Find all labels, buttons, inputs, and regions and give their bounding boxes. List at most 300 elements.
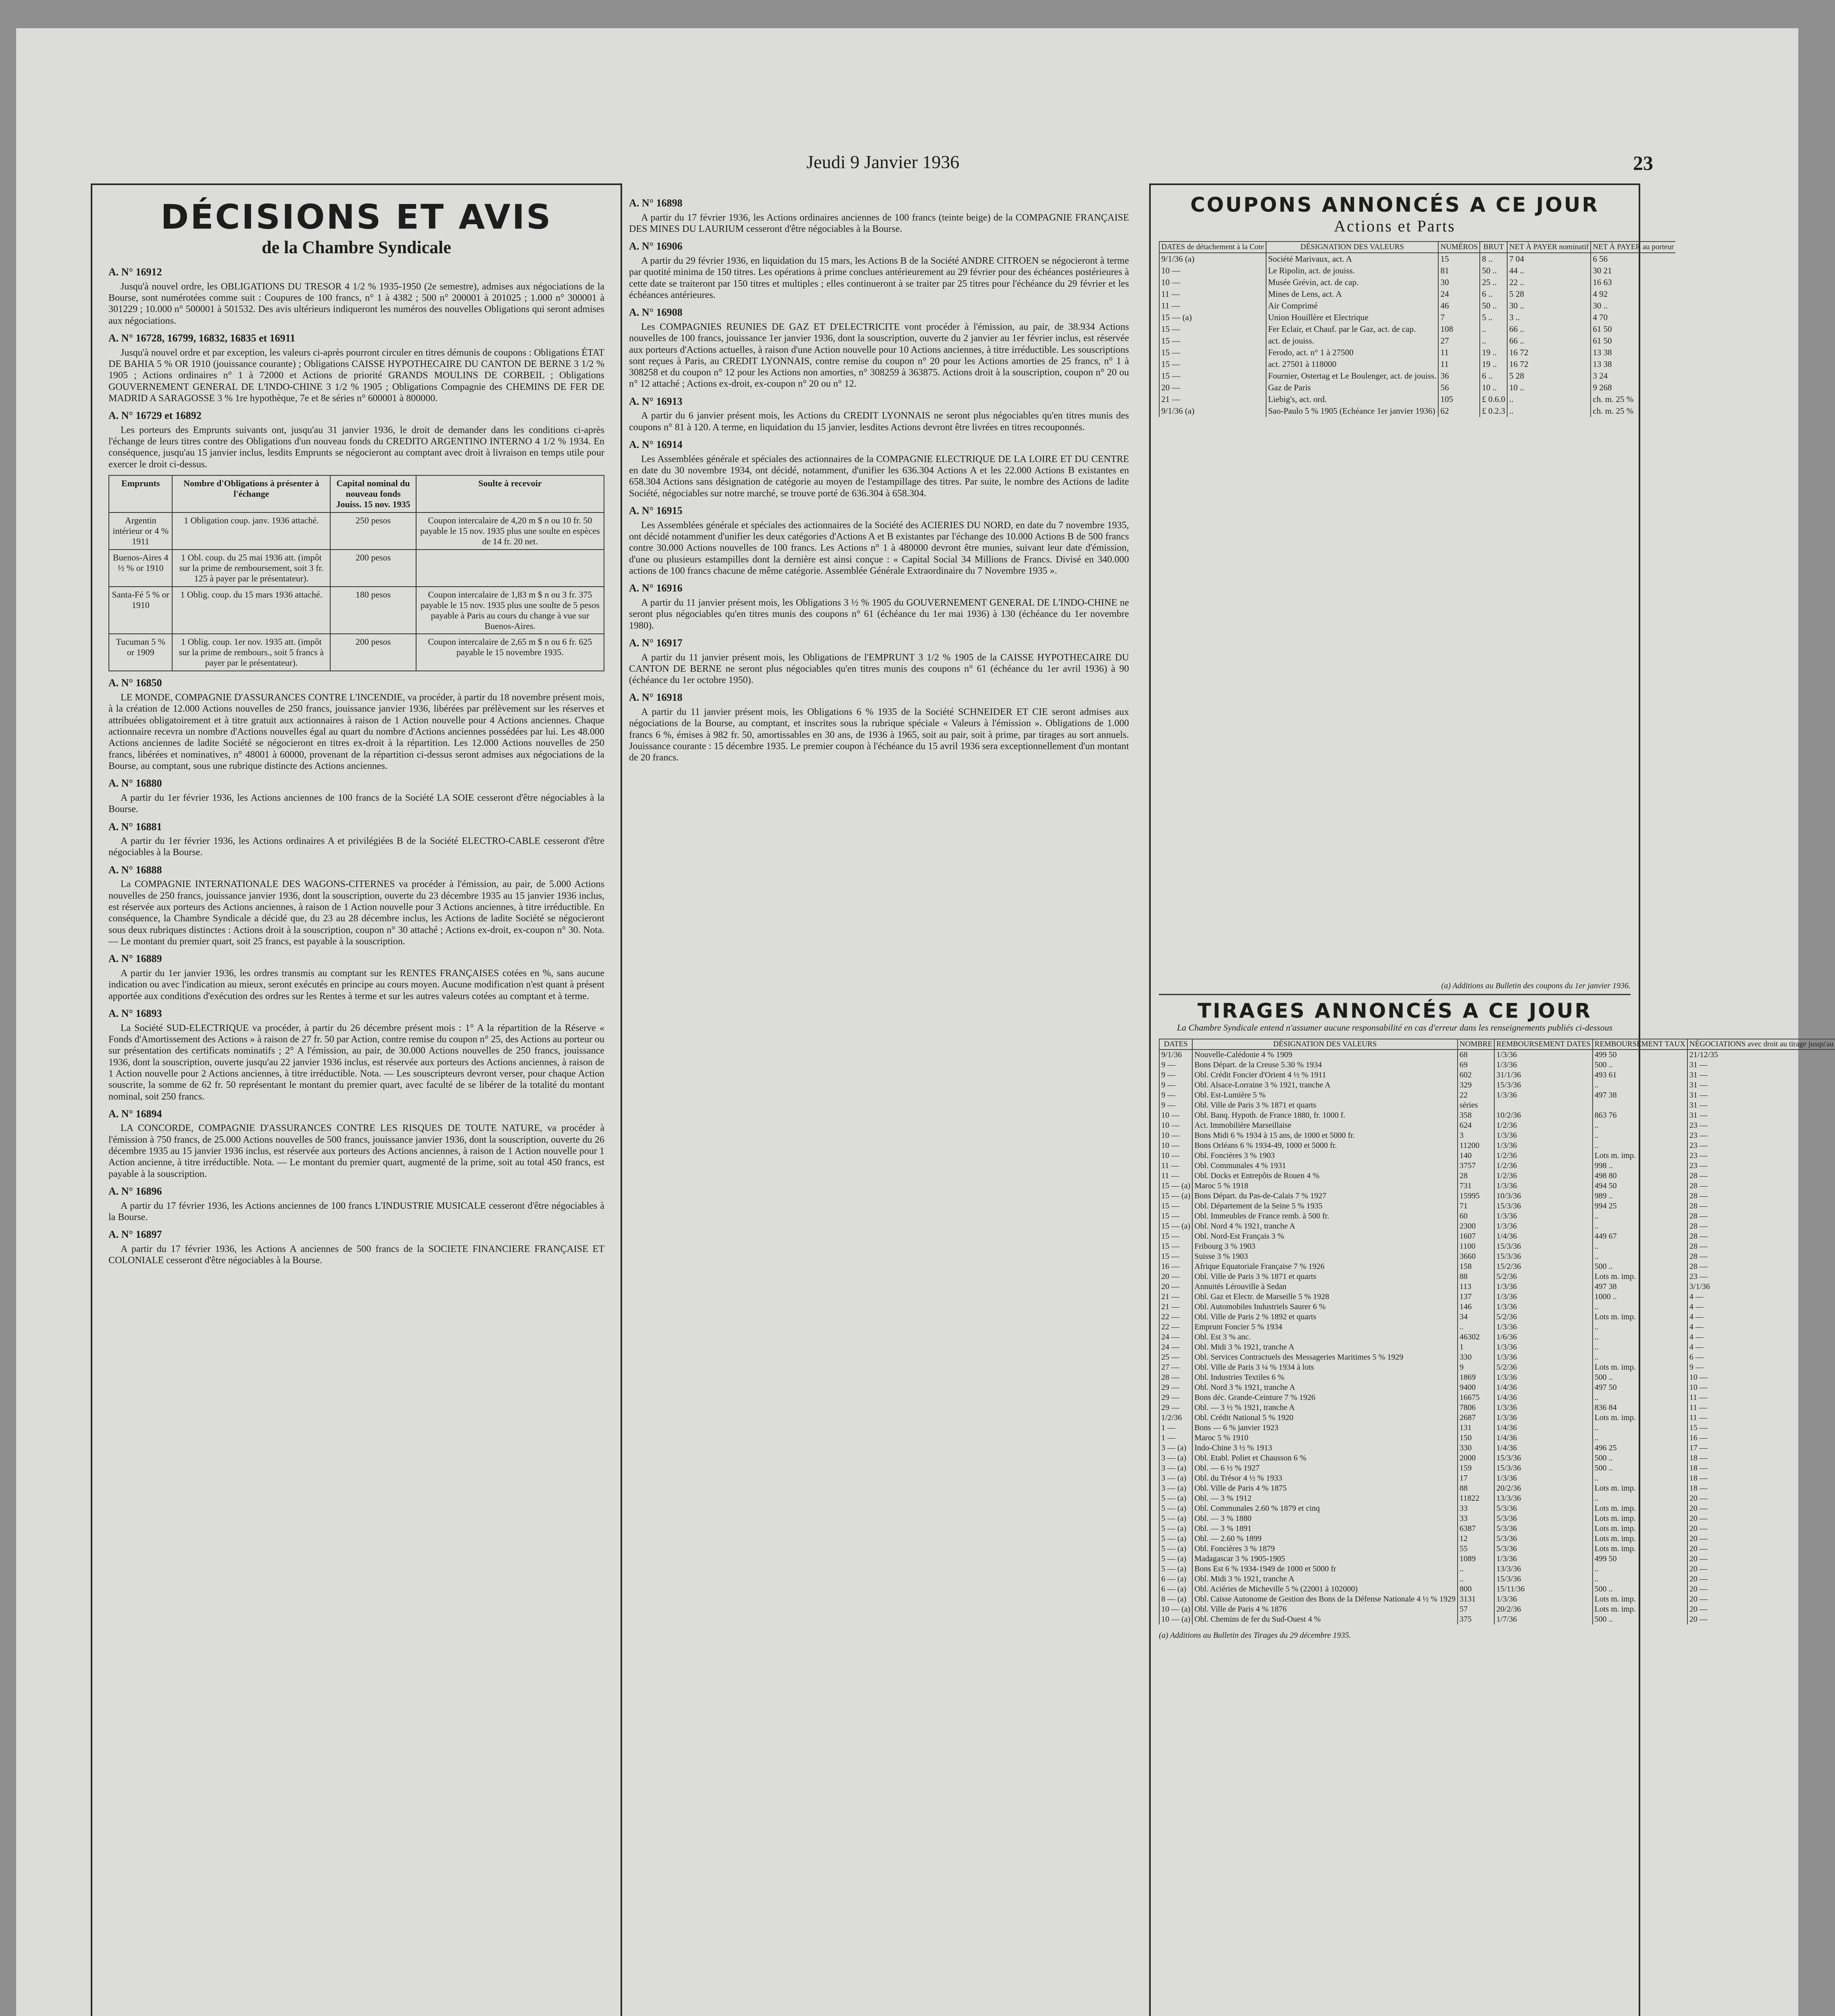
table-cell: Argentin intérieur or 4 % 1911 xyxy=(109,512,172,550)
table-cell: 15 — xyxy=(1159,1241,1192,1252)
table-cell: 358 xyxy=(1458,1110,1494,1120)
table-cell: 28 xyxy=(1458,1171,1494,1181)
table-cell: 1/2/36 xyxy=(1494,1151,1592,1161)
tirage-row xyxy=(1159,1614,1835,1624)
table-cell: 15 — xyxy=(1159,370,1266,382)
table-cell: 800 xyxy=(1458,1584,1494,1594)
table-cell: 494 50 xyxy=(1593,1181,1687,1191)
table-cell: Fournier, Ostertag et Le Boulenger, act. de jouiss. xyxy=(1266,370,1439,382)
coupon-row xyxy=(1159,265,1675,277)
table-cell: 11 — xyxy=(1159,1161,1192,1171)
table-cell: 4 70 xyxy=(1591,312,1675,323)
table-cell: 500 .. xyxy=(1593,1453,1687,1463)
table-cell: 2000 xyxy=(1458,1453,1494,1463)
tirage-row xyxy=(1159,1070,1835,1080)
table-cell: 1/3/36 xyxy=(1494,1372,1592,1383)
table-cell: Obl. Ville de Paris 3 % 1871 et quarts xyxy=(1192,1272,1458,1282)
tirage-row xyxy=(1159,1292,1835,1302)
table-cell: 20 — xyxy=(1687,1493,1835,1504)
table-cell: Lots m. imp. xyxy=(1593,1534,1687,1544)
table-cell: 250 pesos xyxy=(330,512,416,550)
table-cell: 15 — (a) xyxy=(1159,1221,1192,1231)
table-cell: 30 .. xyxy=(1507,300,1591,312)
table-cell: 499 50 xyxy=(1593,1554,1687,1564)
table-cell: 30 xyxy=(1438,277,1480,288)
table-cell: 5/3/36 xyxy=(1494,1534,1592,1544)
table-cell: Bons Départ. de la Creuse 5.30 % 1934 xyxy=(1192,1060,1458,1070)
table-cell: .. xyxy=(1593,1302,1687,1312)
table-cell: 9/1/36 xyxy=(1159,1050,1192,1060)
table-cell: 13/3/36 xyxy=(1494,1493,1592,1504)
table-cell: 20/2/36 xyxy=(1494,1483,1592,1493)
tirage-row xyxy=(1159,1433,1835,1443)
table-cell: Lots m. imp. xyxy=(1593,1544,1687,1554)
table-cell: 11 — xyxy=(1159,300,1266,312)
tirage-row xyxy=(1159,1201,1835,1211)
table-cell: Sao-Paulo 5 % 1905 (Echéance 1er janvier 1936) xyxy=(1266,405,1439,417)
column-header: DÉSIGNATION DES VALEURS xyxy=(1192,1039,1458,1050)
table-cell: 1/3/36 xyxy=(1494,1282,1592,1292)
table-cell: 10 — xyxy=(1159,1131,1192,1141)
table-cell: Le Ripolin, act. de jouiss. xyxy=(1266,265,1439,277)
table-cell: 28 — xyxy=(1159,1372,1192,1383)
table-cell: 6387 xyxy=(1458,1524,1494,1534)
table-cell: Indo-Chine 3 ½ % 1913 xyxy=(1192,1443,1458,1453)
table-cell: 15 — (a) xyxy=(1159,312,1266,323)
coupon-row xyxy=(1159,394,1675,405)
table-cell: Tucuman 5 % or 1909 xyxy=(109,634,172,671)
table-cell: 998 .. xyxy=(1593,1161,1687,1171)
table-cell: 1/4/36 xyxy=(1494,1383,1592,1393)
table-cell: .. xyxy=(1507,405,1591,417)
table-cell: 449 67 xyxy=(1593,1231,1687,1241)
table-cell: 23 — xyxy=(1687,1131,1835,1141)
table-cell: Obl. Est-Lumière 5 % xyxy=(1192,1090,1458,1100)
table-cell: 46302 xyxy=(1458,1332,1494,1342)
table-cell: 4 — xyxy=(1687,1312,1835,1322)
table-cell: .. xyxy=(1593,1493,1687,1504)
table-cell: 29 — xyxy=(1159,1393,1192,1403)
table-cell: 28 — xyxy=(1687,1252,1835,1262)
table-cell: 28 — xyxy=(1687,1231,1835,1241)
table-cell: 10 — xyxy=(1159,1110,1192,1120)
table-cell: 88 xyxy=(1458,1483,1494,1493)
table-cell: 4 92 xyxy=(1591,288,1675,300)
column-header: DÉSIGNATION DES VALEURS xyxy=(1266,242,1439,253)
notice-ref: A. N° 16898 xyxy=(629,197,683,209)
table-cell: 68 xyxy=(1458,1050,1494,1060)
table-cell: Obl. Ville de Paris 3 % 1871 et quarts xyxy=(1192,1100,1458,1110)
coupon-row xyxy=(1159,312,1675,323)
table-cell: 34 xyxy=(1458,1312,1494,1322)
table-cell: 1/3/36 xyxy=(1494,1141,1592,1151)
notice-ref: A. N° 16912 xyxy=(108,266,162,278)
table-cell: 22 — xyxy=(1159,1312,1192,1322)
table-cell: 1089 xyxy=(1458,1554,1494,1564)
table-cell: Obl. Foncières 3 % 1903 xyxy=(1192,1151,1458,1161)
table-cell: 16 — xyxy=(1687,1433,1835,1443)
coupon-row xyxy=(1159,300,1675,312)
table-cell: Lots m. imp. xyxy=(1593,1524,1687,1534)
table-cell: 24 — xyxy=(1159,1332,1192,1342)
table-cell: 4 — xyxy=(1687,1322,1835,1332)
table-cell: 15/3/36 xyxy=(1494,1201,1592,1211)
tirage-row xyxy=(1159,1141,1835,1151)
table-cell: 56 xyxy=(1438,382,1480,394)
tirage-row xyxy=(1159,1544,1835,1554)
table-cell: Obl. Ville de Paris 2 % 1892 et quarts xyxy=(1192,1312,1458,1322)
table-cell: 15/3/36 xyxy=(1494,1453,1592,1463)
tirage-row xyxy=(1159,1413,1835,1423)
table-cell: 9 xyxy=(1458,1362,1494,1372)
table-cell: Afrique Equatoriale Française 7 % 1926 xyxy=(1192,1262,1458,1272)
notice-text: A partir du 29 février 1936, en liquidation du 15 mars, les Actions B de la Société ANDRE CITROEN se négocieront à terme par quotité minima de 150 titres. Les opérations à prime conclues antérieurement au 29 février pour des échéances postérieures à cette date se traiteront par 150 titres et multiples ; elles continueront à se traiter par 25 titres pour l'échéance du 29 février et les échéances antérieures. xyxy=(629,255,1129,300)
notice-ref: A. N° 16914 xyxy=(629,439,683,451)
table-cell: 180 pesos xyxy=(330,587,416,634)
table-cell: Lots m. imp. xyxy=(1593,1504,1687,1514)
table-cell: séries xyxy=(1458,1100,1494,1110)
table-cell: .. xyxy=(1593,1131,1687,1141)
table-cell: .. xyxy=(1593,1433,1687,1443)
table-cell: 10 .. xyxy=(1507,382,1591,394)
table-cell: Bons Départ. du Pas-de-Calais 7 % 1927 xyxy=(1192,1191,1458,1201)
table-cell: 496 25 xyxy=(1593,1443,1687,1453)
table-cell: 60 xyxy=(1458,1211,1494,1221)
coupons-subtitle: Actions et Parts xyxy=(1334,217,1456,235)
coupon-row xyxy=(1159,358,1675,370)
table-cell: 28 — xyxy=(1687,1262,1835,1272)
tirage-row xyxy=(1159,1241,1835,1252)
table-cell: 3 — (a) xyxy=(1159,1453,1192,1463)
table-cell: 10 — xyxy=(1159,277,1266,288)
notice-ref: A. N° 16729 et 16892 xyxy=(108,410,202,422)
table-cell: Obl. Services Contractuels des Messageries Maritimes 5 % 1929 xyxy=(1192,1352,1458,1362)
table-cell: 16 72 xyxy=(1507,358,1591,370)
notice-text: Les Assemblées générale et spéciales des actionnaires de la Société des ACIERIES DU NORD, en date du 7 novembre 1935, ont décidé notamment d'unifier les deux catégories d'Actions A et B existantes par l'échange des 10.000 Actions B de 500 francs contre 30.000 Actions nouvelles de 100 francs. Les Actions n° 1 à 480000 devront être munies, suivant leur date d'émission, d'une ou plusieurs estampilles dont la dernière est ainsi conçue : « Capital Social 34 Millions de Francs. Divisé en 340.000 actions de 100 francs chacune de même catégorie. Assemblée Générale Extraordinaire du 7 Novembre 1935 ». xyxy=(629,520,1129,576)
table-cell: 5 — (a) xyxy=(1159,1564,1192,1574)
table-cell: 31/1/36 xyxy=(1494,1070,1592,1080)
table-cell: 15/3/36 xyxy=(1494,1574,1592,1584)
tirage-row xyxy=(1159,1322,1835,1332)
table-cell: 15/3/36 xyxy=(1494,1241,1592,1252)
tirage-row xyxy=(1159,1564,1835,1574)
tirage-row xyxy=(1159,1191,1835,1201)
notice-ref: A. N° 16880 xyxy=(108,777,162,789)
table-cell: 20 — xyxy=(1687,1514,1835,1524)
coupons-footnote: (a) Additions au Bulletin des coupons du 1er janvier 1936. xyxy=(1441,981,1631,990)
table-cell: 29 — xyxy=(1159,1403,1192,1413)
table-cell: 5 — (a) xyxy=(1159,1554,1192,1564)
table-cell: 15995 xyxy=(1458,1191,1494,1201)
table-cell: 1000 .. xyxy=(1593,1292,1687,1302)
tirage-row xyxy=(1159,1403,1835,1413)
exchange-row xyxy=(109,634,604,671)
column-header: Emprunts xyxy=(109,475,172,512)
tirage-row xyxy=(1159,1393,1835,1403)
coupon-row xyxy=(1159,288,1675,300)
table-cell: 497 38 xyxy=(1593,1090,1687,1100)
table-cell: 13 38 xyxy=(1591,347,1675,358)
table-cell: Coupon intercalaire de 4,20 m $ n ou 10 fr. 50 payable le 15 nov. 1935 plus une soulte en espèces de 14 fr. 20 net. xyxy=(416,512,604,550)
tirage-row xyxy=(1159,1383,1835,1393)
table-cell: 15 — (a) xyxy=(1159,1181,1192,1191)
notice-ref: A. N° 16728, 16799, 16832, 16835 et 16911 xyxy=(108,332,296,344)
table-cell: 27 xyxy=(1438,335,1480,347)
table-cell: 21 — xyxy=(1159,394,1266,405)
table-cell: 1/3/36 xyxy=(1494,1413,1592,1423)
table-cell: ch. m. 25 % xyxy=(1591,405,1675,417)
tirage-row xyxy=(1159,1252,1835,1262)
table-cell: Obl. Etabl. Poliet et Chausson 6 % xyxy=(1192,1453,1458,1463)
table-cell: 500 .. xyxy=(1593,1463,1687,1473)
table-cell: 33 xyxy=(1458,1504,1494,1514)
table-cell: Obl. Chemins de fer du Sud-Ouest 4 % xyxy=(1192,1614,1458,1624)
tirage-row xyxy=(1159,1352,1835,1362)
notice-ref: A. N° 16889 xyxy=(108,953,162,965)
tirage-row xyxy=(1159,1181,1835,1191)
notice-text: A partir du 11 janvier présent mois, les Obligations 6 % 1935 de la Société SCHNEIDER ET CIE seront admises aux négociations de la Bourse, au comptant, et inscrites sous la rubrique spéciale « Valeurs à l'émission ». Obligations de 1.000 francs 6 %, émises à 982 fr. 50, amortissables en 30 ans, de 1936 à 1965, soit au pair, soit à prime, par tirages au sort annuels. Jouissance courante : 15 décembre 1935. Le premier coupon à l'échéance du 15 avril 1936 sera exceptionnellement d'un montant de 20 francs. xyxy=(629,707,1129,763)
tirages-footnote: (a) Additions au Bulletin des Tirages du 29 décembre 1935. xyxy=(1159,1631,1351,1640)
table-cell: 6 — (a) xyxy=(1159,1574,1192,1584)
column-header: Soulte à recevoir xyxy=(416,475,604,512)
tirage-row xyxy=(1159,1282,1835,1292)
table-cell: 15 — xyxy=(1159,1201,1192,1211)
column-header: Nombre d'Obligations à présenter à l'échange xyxy=(172,475,330,512)
table-cell: Obl. Immeubles de France remb. à 500 fr. xyxy=(1192,1211,1458,1221)
table-cell: 55 xyxy=(1458,1544,1494,1554)
table-cell: 3 — (a) xyxy=(1159,1463,1192,1473)
table-cell: 23 — xyxy=(1687,1272,1835,1282)
table-cell: 30 21 xyxy=(1591,265,1675,277)
notice-text: LE MONDE, COMPAGNIE D'ASSURANCES CONTRE L'INCENDIE, va procéder, à partir du 18 novembre présent mois, à la création de 12.000 Actions nouvelles de 250 francs, jouissance janvier 1936, libérées par prélèvement sur les réserves et attribuées obligatoirement et à titre gratuit aux actionnaires à raison de 1 Action nouvelle pour 4 Actions anciennes. Chaque actionnaire recevra un nombre d'Actions nouvelles égal au quart du nombre d'Actions anciennes possédées par lui. Les 48.000 Actions anciennes de ladite Société se négocieront en titres ex-droit à la répartition. Les 12.000 Actions nouvelles de 250 francs, libérées et nominatives, n° 48001 à 60000, provenant de la répartition ci-dessus seront admises aux négociations de la Bourse, au comptant, sous une rubrique distincte des Actions anciennes. xyxy=(108,692,604,771)
table-cell: 1/3/36 xyxy=(1494,1342,1592,1352)
tirage-row xyxy=(1159,1362,1835,1372)
table-cell: 11 xyxy=(1438,358,1480,370)
table-cell: Obl. du Trésor 4 ½ % 1933 xyxy=(1192,1473,1458,1483)
notice-ref: A. N° 16894 xyxy=(108,1108,162,1120)
table-cell: act. 27501 à 118000 xyxy=(1266,358,1439,370)
table-cell: Lots m. imp. xyxy=(1593,1362,1687,1372)
table-cell: 23 — xyxy=(1687,1161,1835,1171)
table-cell: 500 .. xyxy=(1593,1584,1687,1594)
table-cell: 1/3/36 xyxy=(1494,1292,1592,1302)
decisions-column xyxy=(91,183,622,2016)
table-cell: Fer Eclair, et Chauf. par le Gaz, act. de cap. xyxy=(1266,323,1439,335)
table-cell: 28 — xyxy=(1687,1241,1835,1252)
table-cell: 1/3/36 xyxy=(1494,1090,1592,1100)
table-cell: 20 — xyxy=(1687,1504,1835,1514)
notice-ref: A. N° 16915 xyxy=(629,504,683,516)
table-cell: Lots m. imp. xyxy=(1593,1604,1687,1614)
notice-text: A partir du 17 février 1936, les Actions ordinaires anciennes de 100 francs (teinte beige) de la COMPAGNIE FRANÇAISE DES MINES DU LAURIUM cesseront d'être négociables à la Bourse. xyxy=(629,212,1129,234)
table-cell: 5/3/36 xyxy=(1494,1504,1592,1514)
column-header: NOMBRE xyxy=(1458,1039,1494,1050)
table-cell: 1 xyxy=(1458,1342,1494,1352)
tirage-row xyxy=(1159,1443,1835,1453)
table-cell: 20 — xyxy=(1159,1282,1192,1292)
exchange-row xyxy=(109,512,604,550)
tirage-row xyxy=(1159,1131,1835,1141)
table-cell: 46 xyxy=(1438,300,1480,312)
table-cell: 498 80 xyxy=(1593,1171,1687,1181)
notice-text: La Société SUD-ELECTRIQUE va procéder, à partir du 26 décembre présent mois : 1° A la répartition de la Réserve « Fonds d'Amortissement des Actions » à raison de 27 fr. 50 par Action, contre remise du coupon n° 25, des Actions au porteur ou sur présentation des certificats nominatifs ; 2° A l'émission, au pair, de 30.000 Actions nouvelles de 250 francs, jouissance 1936, dont la souscription, ouverte jusqu'au 22 janvier 1936 inclus, est réservée aux porteurs des Actions anciennes, à raison de 1 Action nouvelle pour 2 Actions anciennes, à titre irréductible. Nota. — Les souscripteurs devront verser, pour chaque Action souscrite, la somme de 62 fr. 50 représentant le montant du premier quart, avec faculté de se libérer de la totalité du montant nominal, soit 250 francs. xyxy=(108,1023,604,1102)
table-cell: 11 — xyxy=(1687,1393,1835,1403)
coupon-row xyxy=(1159,347,1675,358)
table-cell: Obl. Est 3 % anc. xyxy=(1192,1332,1458,1342)
table-cell: 11 — xyxy=(1159,288,1266,300)
table-cell: 5/3/36 xyxy=(1494,1544,1592,1554)
page-date: Jeudi 9 Janvier 1936 xyxy=(806,152,960,172)
table-cell: 27 — xyxy=(1159,1362,1192,1372)
table-cell: 1/3/36 xyxy=(1494,1302,1592,1312)
table-cell: Obl. Ville de Paris 3 ¼ % 1934 à lots xyxy=(1192,1362,1458,1372)
table-cell: 1/3/36 xyxy=(1494,1211,1592,1221)
table-cell: 500 .. xyxy=(1593,1262,1687,1272)
table-cell: 16 — xyxy=(1159,1262,1192,1272)
table-cell: 1 — xyxy=(1159,1433,1192,1443)
table-cell: 1607 xyxy=(1458,1231,1494,1241)
table-cell: .. xyxy=(1593,1322,1687,1332)
table-cell: 5/2/36 xyxy=(1494,1272,1592,1282)
table-cell: Obl. — 6 ½ % 1927 xyxy=(1192,1463,1458,1473)
table-cell: 9 — xyxy=(1159,1070,1192,1080)
table-cell: 330 xyxy=(1458,1352,1494,1362)
table-cell: 497 38 xyxy=(1593,1282,1687,1292)
table-cell: Bons Est 6 % 1934-1949 de 1000 et 5000 fr xyxy=(1192,1564,1458,1574)
table-cell: 1/3/36 xyxy=(1494,1181,1592,1191)
table-cell: 15 — xyxy=(1159,323,1266,335)
table-cell: 15 — xyxy=(1159,1252,1192,1262)
decisions-title: DÉCISIONS ET AVIS xyxy=(160,197,552,237)
table-cell: Madagascar 3 % 1905-1905 xyxy=(1192,1554,1458,1564)
table-cell: 15/11/36 xyxy=(1494,1584,1592,1594)
table-cell: 16 72 xyxy=(1507,347,1591,358)
notice-ref: A. N° 16913 xyxy=(629,395,683,407)
table-cell: 500 .. xyxy=(1593,1614,1687,1624)
table-cell: 375 xyxy=(1458,1614,1494,1624)
coupon-row xyxy=(1159,277,1675,288)
table-cell: 9 — xyxy=(1159,1090,1192,1100)
table-cell: 15/3/36 xyxy=(1494,1252,1592,1262)
notice-text: A partir du 6 janvier présent mois, les Actions du CREDIT LYONNAIS ne seront plus négociables qu'en titres munis des coupons n° 81 à 120. A terme, en liquidation du 15 janvier, lesdites Actions devront être livrées en titres recouponnés. xyxy=(629,410,1129,433)
notice-text: A partir du 1er janvier 1936, les ordres transmis au comptant sur les RENTES FRANÇAISES cotées en %, sans aucune indication ou avec l'indication au mieux, seront exécutés en principe au cours moyen. Aucune modification n'est quant à présent apportée aux conditions d'exécution des ordres sur les Rentes à terme et sur les autres valeurs cotées au comptant et à terme. xyxy=(108,968,604,1002)
table-cell: .. xyxy=(1593,1252,1687,1262)
notice-text: A partir du 17 février 1936, les Actions A anciennes de 500 francs de la SOCIETE FINANCIERE FRANÇAISE ET COLONIALE cesseront d'être négociables à la Bourse. xyxy=(108,1244,604,1266)
column-header: BRUT xyxy=(1480,242,1507,253)
table-cell: Union Houillère et Electrique xyxy=(1266,312,1439,323)
table-cell: Obl. — 3 ½ % 1921, tranche A xyxy=(1192,1403,1458,1413)
tirage-row xyxy=(1159,1171,1835,1181)
table-cell: 25 — xyxy=(1159,1352,1192,1362)
tirage-row xyxy=(1159,1453,1835,1463)
table-cell: 15 — xyxy=(1159,358,1266,370)
table-cell: 1 — xyxy=(1159,1423,1192,1433)
table-cell: 1 Oblig. coup. 1er nov. 1935 att. (impôt sur la prime de rembours., soit 5 francs à payer par le présentateur). xyxy=(172,634,330,671)
table-cell: 18 — xyxy=(1687,1473,1835,1483)
table-cell: 994 25 xyxy=(1593,1201,1687,1211)
tirage-row xyxy=(1159,1463,1835,1473)
table-cell: Obl. — 3 % 1880 xyxy=(1192,1514,1458,1524)
notice-text: LA CONCORDE, COMPAGNIE D'ASSURANCES CONTRE LES RISQUES DE TOUTE NATURE, va procéder à l'émission à 750 francs, de 25.000 Actions nouvelles de 500 francs, jouissance janvier 1936, dont la souscription, ouverte du 26 décembre 1935 au 15 janvier 1936 inclus, est réservée aux porteurs des Actions anciennes, à raison de 1 Action nouvelle pour 1 Action ancienne, à titre irréductible. Nota. — Le montant du premier quart, augmenté de la prime, soit au total 450 francs, est payable à la souscription. xyxy=(108,1123,604,1179)
table-cell: 81 xyxy=(1438,265,1480,277)
tirage-row xyxy=(1159,1120,1835,1131)
table-cell: 4 — xyxy=(1687,1302,1835,1312)
table-cell: 20 — xyxy=(1687,1544,1835,1554)
table-cell: 7806 xyxy=(1458,1403,1494,1413)
notice-text: Jusqu'à nouvel ordre et par exception, les valeurs ci-après pourront circuler en titres démunis de coupons : Obligations ÉTAT DE BAHIA 5 % OR 1910 (jouissance courante) ; Obligations CAISSE HYPOTHECAIRE DU CANTON DE BERNE 3 1/2 % 1905 ; Actions ordinaires n° 1 à 72000 et Actions de priorité GRANDS MOULINS DE CORBEIL ; Obligations GOUVERNEMENT GENERAL DE L'INDO-CHINE 3 1/2 % 1905 ; Obligations Compagnie des CHEMINS DE FER DE MADRID A SARAGOSSE 3 % 1re hypothèque, 7e et 8e séries n° 600001 à 800000. xyxy=(108,347,604,404)
table-cell: 4 — xyxy=(1687,1342,1835,1352)
coupons-title: COUPONS ANNONCÉS A CE JOUR xyxy=(1190,193,1599,217)
table-cell: 5 — (a) xyxy=(1159,1544,1192,1554)
table-cell: 1/4/36 xyxy=(1494,1393,1592,1403)
notice-text: La COMPAGNIE INTERNATIONALE DES WAGONS-CITERNES va procéder à l'émission, au pair, de 5.000 Actions nouvelles de 250 francs, jouissance janvier 1936, dont la souscription, ouverte du 23 décembre 1935 au 15 janvier 1936 inclus, est réservée aux porteurs des Actions anciennes, à raison de 1 Action nouvelle pour 3 Actions anciennes, à titre irréductible. En conséquence, la Chambre Syndicale a décidé que, du 23 au 28 décembre inclus, les Actions de ladite Société se négocieront sous deux rubriques distinctes : Actions droit à la souscription, coupon n° 30 attaché ; Actions ex-droit, ex-coupon n° 30. Nota. — Le montant du premier quart, soit 25 francs, est payable à la souscription. xyxy=(108,879,604,947)
table-cell: 5/3/36 xyxy=(1494,1514,1592,1524)
notice-ref: A. N° 16893 xyxy=(108,1007,162,1019)
table-cell: 9 — xyxy=(1687,1362,1835,1372)
table-cell: 1/2/36 xyxy=(1494,1171,1592,1181)
table-cell: Obl. Nord-Est Français 3 % xyxy=(1192,1231,1458,1241)
table-cell: 23 — xyxy=(1687,1151,1835,1161)
table-cell: 11 — xyxy=(1687,1413,1835,1423)
notice-ref: A. N° 16916 xyxy=(629,582,683,594)
table-cell: 1 Oblig. coup. du 15 mars 1936 attaché. xyxy=(172,587,330,634)
table-cell: 5 — (a) xyxy=(1159,1534,1192,1544)
table-cell: 329 xyxy=(1458,1080,1494,1090)
table-cell: Suisse 3 % 1903 xyxy=(1192,1252,1458,1262)
table-cell: 71 xyxy=(1458,1201,1494,1211)
table-cell: .. xyxy=(1480,323,1507,335)
table-cell: Maroc 5 % 1910 xyxy=(1192,1433,1458,1443)
table-cell: Obl. Département de la Seine 5 % 1935 xyxy=(1192,1201,1458,1211)
table-cell: Ferodo, act. n° 1 à 27500 xyxy=(1266,347,1439,358)
table-cell: 200 pesos xyxy=(330,634,416,671)
table-cell: 5/2/36 xyxy=(1494,1362,1592,1372)
table-cell: 20 — xyxy=(1687,1534,1835,1544)
page-number: 23 xyxy=(1633,152,1653,174)
table-cell: £ 0.2.3 xyxy=(1480,405,1507,417)
coupon-row xyxy=(1159,405,1675,417)
table-cell xyxy=(1494,1100,1592,1110)
table-cell: 5 — (a) xyxy=(1159,1504,1192,1514)
table-cell: 9 — xyxy=(1159,1100,1192,1110)
table-cell xyxy=(416,550,604,587)
table-cell: 6 — xyxy=(1687,1352,1835,1362)
coupons-tirages-column xyxy=(1149,183,1834,2016)
table-cell: 500 .. xyxy=(1593,1372,1687,1383)
table-cell: 15 — xyxy=(1159,335,1266,347)
table-cell: 21 — xyxy=(1159,1302,1192,1312)
table-cell: 20 — xyxy=(1687,1594,1835,1604)
table-cell: 158 xyxy=(1458,1262,1494,1272)
table-cell: 20/2/36 xyxy=(1494,1604,1592,1614)
table-cell: .. xyxy=(1593,1211,1687,1221)
notice-text: A partir du 11 janvier présent mois, les Obligations 3 ½ % 1905 du GOUVERNEMENT GENERAL DE L'INDO-CHINE ne seront plus négociables qu'en titres munis des coupons n° 61 (échéance du 1er mai 1936) à 130 (échéance du 1er novembre 1980). xyxy=(629,597,1129,631)
table-cell: 2687 xyxy=(1458,1413,1494,1423)
table-cell: 500 .. xyxy=(1593,1060,1687,1070)
tirage-row xyxy=(1159,1050,1835,1060)
tirages-subtitle: La Chambre Syndicale entend n'assumer aucune responsabilité en cas d'erreur dans les renseignements publiés ci-dessous xyxy=(1177,1023,1613,1033)
coupon-row xyxy=(1159,253,1675,265)
table-cell: Obl. Alsace-Lorraine 3 % 1921, tranche A xyxy=(1192,1080,1458,1090)
table-cell: 10 — xyxy=(1687,1372,1835,1383)
table-cell: 10 .. xyxy=(1480,382,1507,394)
table-cell: Lots m. imp. xyxy=(1593,1151,1687,1161)
table-cell: 22 — xyxy=(1159,1322,1192,1332)
table-cell: Obl. Ville de Paris 4 % 1876 xyxy=(1192,1604,1458,1614)
table-cell: 30 .. xyxy=(1591,300,1675,312)
table-cell: act. de jouiss. xyxy=(1266,335,1439,347)
tirage-row xyxy=(1159,1221,1835,1231)
